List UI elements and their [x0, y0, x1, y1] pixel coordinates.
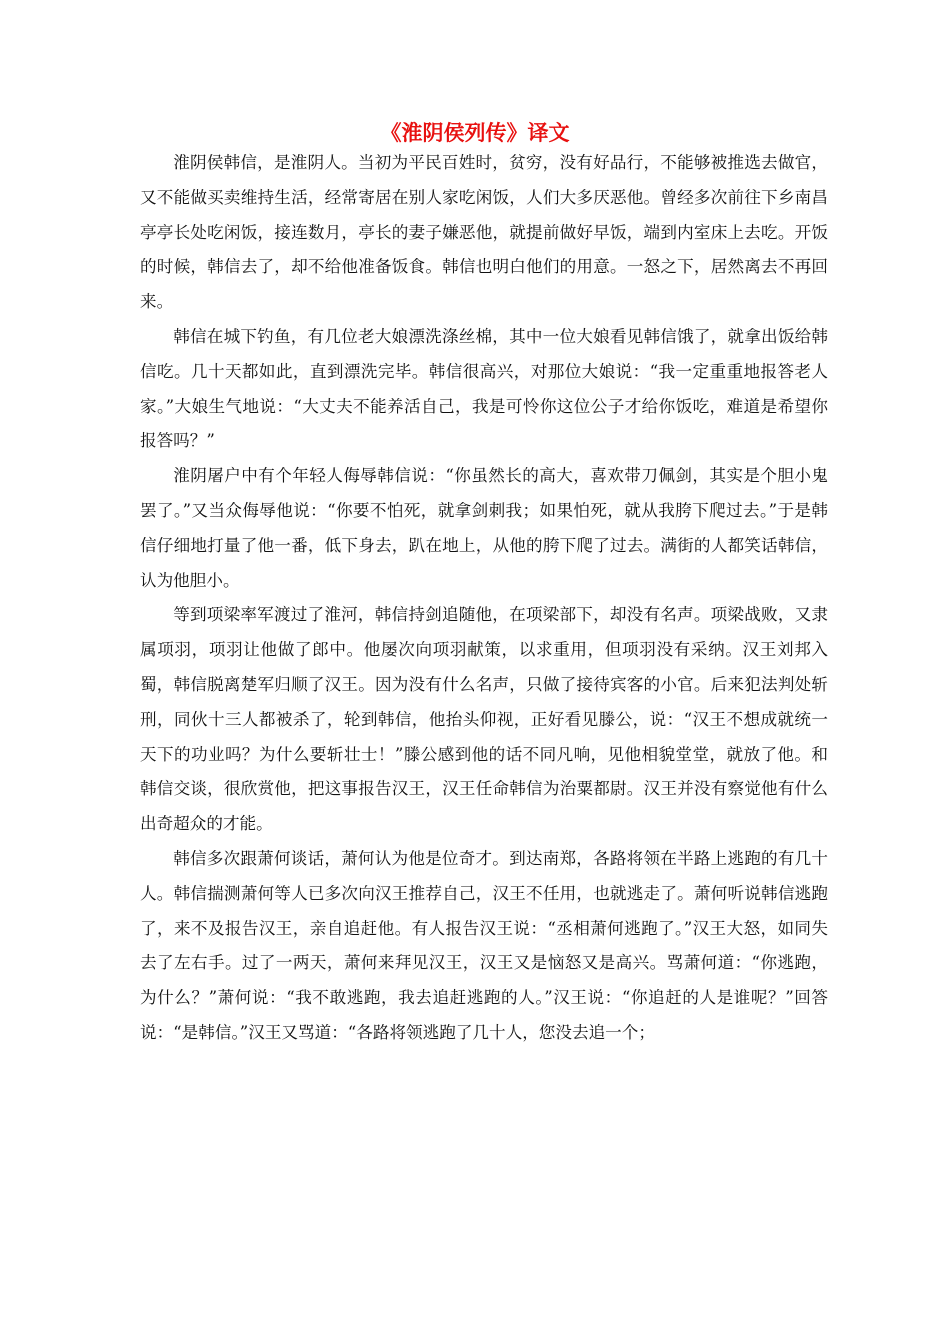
paragraph: 淮阴侯韩信，是淮阴人。当初为平民百姓时，贫穷，没有好品行，不能够被推选去做官，又不能做买卖维持生活，经常寄居在别人家吃闲饭，人们大多厌恶他。曾经多次前往下乡南昌亭亭长处吃闲饭，接连数月，亭长的妻子嫌恶他，就提前做好早饭，端到内室床上去吃。开饭的时候，韩信去了，却不给他准备饭食。韩信也明白他们的用意。一怒之下，居然离去不再回来。: [140, 153, 828, 312]
paragraph: 韩信多次跟萧何谈话，萧何认为他是位奇才。到达南郑，各路将领在半路上逃跑的有几十人。韩信揣测萧何等人已多次向汉王推荐自己，汉王不任用，也就逃走了。萧何听说韩信逃跑了，来不及报告汉王，亲自追赶他。有人报告汉王说：“丞相萧何逃跑了。”汉王大怒，如同失去了左右手。过了一两天，萧何来拜见汉王，汉王又是恼怒又是高兴。骂萧何道：“你逃跑，为什么？”萧何说：“我不敢逃跑，我去追赶逃跑的人。”汉王说：“你追赶的人是谁呢？”回答说：“是韩信。”汉王又骂道：“各路将领逃跑了几十人，您没去追一个；: [140, 848, 828, 1042]
document-body: [140, 146, 828, 1051]
paragraph: 淮阴屠户中有个年轻人侮辱韩信说：“你虽然长的高大，喜欢带刀佩剑，其实是个胆小鬼罢了。”又当众侮辱他说：“你要不怕死，就拿剑刺我；如果怕死，就从我胯下爬过去。”于是韩信仔细地打量了他一番，低下身去，趴在地上，从他的胯下爬了过去。满街的人都笑话韩信，认为他胆小。: [140, 466, 828, 590]
paragraph: 韩信在城下钓鱼，有几位老大娘漂洗涤丝棉，其中一位大娘看见韩信饿了，就拿出饭给韩信吃。几十天都如此，直到漂洗完毕。韩信很高兴，对那位大娘说：“我一定重重地报答老人家。”大娘生气地说：“大丈夫不能养活自己，我是可怜你这位公子才给你饭吃，难道是希望你报答吗？”: [140, 326, 828, 451]
paragraph: 等到项梁率军渡过了淮河，韩信持剑追随他，在项梁部下，却没有名声。项梁战败，又隶属项羽，项羽让他做了郎中。他屡次向项羽献策，以求重用，但项羽没有采纳。汉王刘邦入蜀，韩信脱离楚军归顺了汉王。因为没有什么名声，只做了接待宾客的小官。后来犯法判处斩刑，同伙十三人都被杀了，轮到韩信，他抬头仰视，正好看见滕公，说：“汉王不想成就统一天下的功业吗？为什么要斩壮士！”滕公感到他的话不同凡响，见他相貌堂堂，就放了他。和韩信交谈，很欣赏他，把这事报告汉王，汉王任命韩信为治粟都尉。汉王并没有察觉他有什么出奇超众的才能。: [140, 605, 828, 834]
document-title: 《淮阴侯列传》译文: [380, 120, 570, 145]
